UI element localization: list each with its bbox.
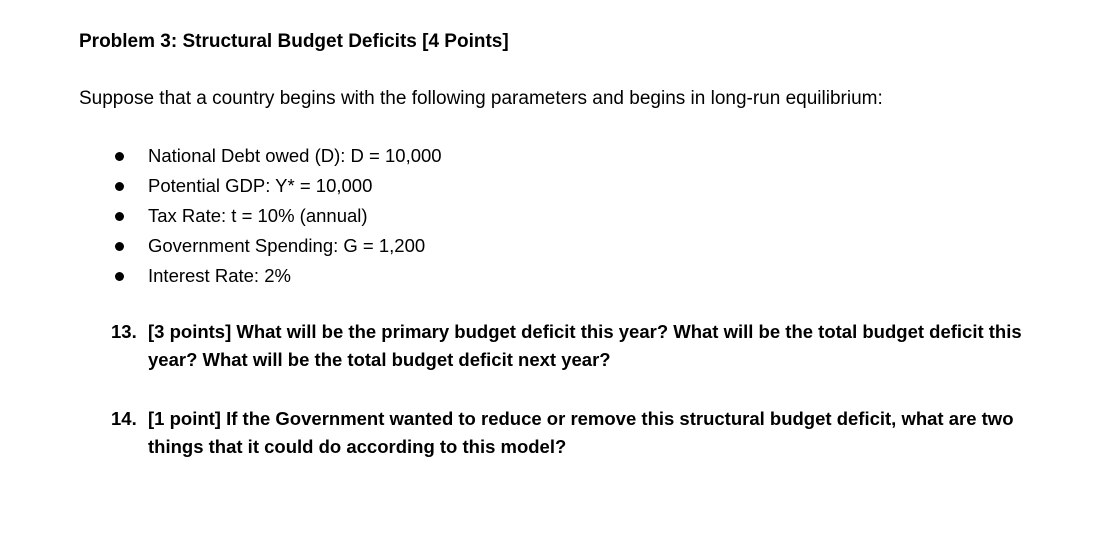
parameter-text: National Debt owed (D): D = 10,000 [148,145,442,166]
question-text: [1 point] If the Government wanted to reduce or remove this structural budget deficit, what are two things that it could do according to this model? [148,408,1014,457]
bullet-icon [115,242,124,251]
list-item [0,174,600,200]
parameter-text: Tax Rate: t = 10% (annual) [148,205,368,226]
list-item [0,264,600,290]
bullet-icon [115,152,124,161]
question-number: 14. [111,408,137,429]
problem-title: Problem 3: Structural Budget Deficits [4 Points] [79,31,509,52]
list-item [0,234,600,260]
parameter-text: Potential GDP: Y* = 10,000 [148,175,373,196]
list-item [0,204,600,230]
question-number: 13. [111,321,137,342]
bullet-icon [115,212,124,221]
bullet-icon [115,272,124,281]
parameter-text: Interest Rate: 2% [148,265,291,286]
question-text: [3 points] What will be the primary budget deficit this year? What will be the total budget deficit this year? What will be the total budget deficit next year? [148,321,1022,370]
list-item [0,144,600,170]
problem-intro: Suppose that a country begins with the following parameters and begins in long-run equilibrium: [79,88,883,109]
bullet-icon [115,182,124,191]
parameter-text: Government Spending: G = 1,200 [148,235,426,256]
